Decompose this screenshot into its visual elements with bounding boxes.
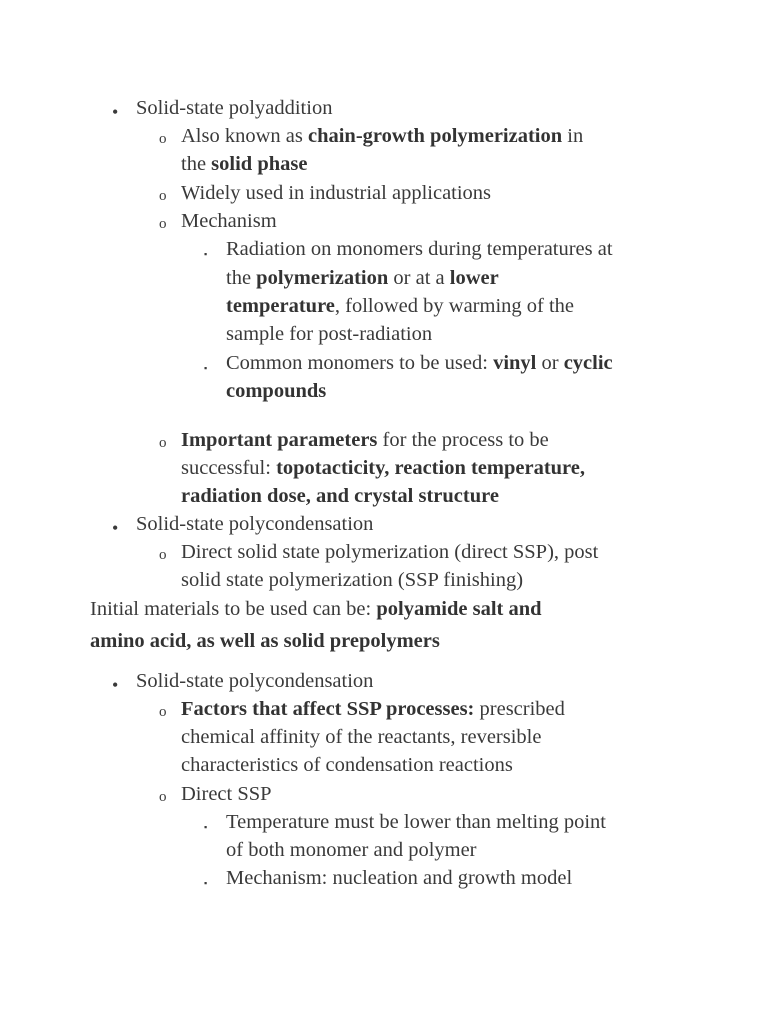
item-temperature-l2: of both monomer and polymer — [226, 839, 477, 861]
item-mechanism-nucleation: Mechanism: nucleation and growth model — [226, 867, 573, 889]
item-radiation-l3: temperature, followed by warming of the — [226, 295, 575, 317]
item-also-known-as: Also known as chain-growth polymerization in — [181, 125, 584, 147]
bullet-dot: • — [112, 102, 119, 122]
item-factors-l3: characteristics of condensation reactions — [181, 754, 513, 776]
item-factors-l2: chemical affinity of the reactants, reversible — [181, 726, 542, 748]
item-params-l2: successful: topotacticity, reaction temperature, — [181, 457, 585, 479]
section-title-polycondensation-2: Solid-state polycondensation — [136, 670, 374, 692]
bullet-circle: o — [159, 216, 167, 232]
item-direct-ssp-label: Direct SSP — [181, 783, 272, 805]
bullet-square: ▪ — [204, 822, 208, 832]
item-also-known-as-cont: the solid phase — [181, 153, 308, 175]
bullet-circle: o — [159, 188, 167, 204]
item-factors-l1: Factors that affect SSP processes: prescribed — [181, 698, 565, 720]
item-monomers-l2: compounds — [226, 380, 327, 402]
item-direct-ssp-l2: solid state polymerization (SSP finishing) — [181, 569, 524, 591]
section-title-polyaddition: Solid-state polyaddition — [136, 97, 333, 119]
item-direct-ssp-l1: Direct solid state polymerization (direct SSP), post — [181, 541, 599, 563]
section-title-polycondensation: Solid-state polycondensation — [136, 513, 374, 535]
item-temperature-l1: Temperature must be lower than melting point — [226, 811, 606, 833]
paragraph-l2: amino acid, as well as solid prepolymers — [90, 630, 440, 652]
item-params-l1: Important parameters for the process to be — [181, 429, 549, 451]
item-monomers-l1: Common monomers to be used: vinyl or cyclic — [226, 352, 613, 374]
item-mechanism: Mechanism — [181, 210, 277, 232]
bullet-circle: o — [159, 547, 167, 563]
item-radiation-l4: sample for post-radiation — [226, 323, 433, 345]
item-radiation-l2: the polymerization or at a lower — [226, 267, 499, 289]
item-industrial: Widely used in industrial applications — [181, 182, 492, 204]
paragraph-l1: Initial materials to be used can be: polyamide salt and — [90, 598, 542, 620]
bullet-dot: • — [112, 675, 119, 695]
bullet-circle: o — [159, 435, 167, 451]
bullet-circle: o — [159, 789, 167, 805]
item-params-l3: radiation dose, and crystal structure — [181, 485, 499, 507]
bullet-square: ▪ — [204, 878, 208, 888]
bullet-dot: • — [112, 518, 119, 538]
bullet-circle: o — [159, 131, 167, 147]
bullet-square: ▪ — [204, 363, 208, 373]
bullet-square: ▪ — [204, 249, 208, 259]
item-radiation-l1: Radiation on monomers during temperatures at — [226, 238, 613, 260]
bullet-circle: o — [159, 704, 167, 720]
